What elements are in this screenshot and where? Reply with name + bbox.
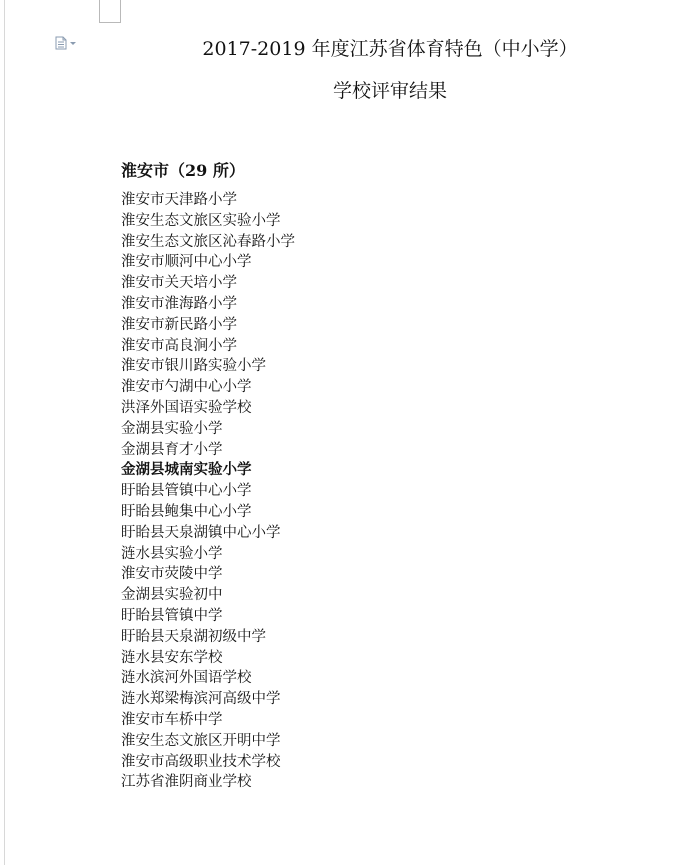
school-list-item: 涟水县安东学校: [121, 649, 223, 666]
school-list-item: 金湖县育才小学: [121, 441, 223, 458]
crop-mark: [120, 0, 121, 23]
school-list-item: 金湖县实验小学: [121, 420, 223, 437]
school-list-item: 淮安市高良涧小学: [121, 337, 237, 354]
school-list-item: 金湖县城南实验小学: [121, 462, 252, 479]
school-list-item: 淮安市银川路实验小学: [121, 358, 266, 375]
school-list-item: 淮安市天津路小学: [121, 192, 237, 208]
school-list-item: 淮安市新民路小学: [121, 316, 237, 333]
school-list-item: 盱眙县天泉湖镇中心小学: [121, 524, 281, 541]
school-list-item: 淮安生态文旅区实验小学: [121, 212, 281, 229]
school-list-item: 涟水滨河外国语学校: [121, 670, 252, 687]
school-list-item: 盱眙县鲍集中心小学: [121, 503, 252, 520]
school-list-item: 淮安市荧陵中学: [121, 566, 223, 583]
document-icon: [55, 36, 83, 50]
school-list-item: 涟水县实验小学: [121, 545, 223, 562]
section-heading: 淮安市（29 所）: [121, 161, 245, 180]
school-list-item: 淮安生态文旅区沁春路小学: [121, 233, 295, 250]
school-list-item: 江苏省淮阴商业学校: [121, 774, 252, 791]
school-list-item: 洪泽外国语实验学校: [121, 399, 252, 416]
document-options-button[interactable]: [55, 35, 83, 49]
school-list: [121, 190, 295, 793]
school-list-item: 淮安市高级职业技术学校: [121, 753, 281, 770]
document-title-line-1: 2017-2019 年度江苏省体育特色（中小学）: [202, 38, 578, 60]
school-list-item: 淮安市车桥中学: [121, 711, 223, 728]
school-list-item: 涟水郑梁梅滨河高级中学: [121, 691, 281, 708]
school-list-item: 金湖县实验初中: [121, 587, 223, 604]
school-list-item: 盱眙县天泉湖初级中学: [121, 628, 266, 645]
school-list-item: 淮安市勺湖中心小学: [121, 379, 252, 396]
school-list-item: 淮安市关天培小学: [121, 275, 237, 292]
crop-mark: [99, 0, 100, 22]
school-list-item: 淮安生态文旅区开明中学: [121, 732, 281, 749]
school-list-item: 淮安市淮海路小学: [121, 295, 237, 312]
school-list-item: 淮安市顺河中心小学: [121, 254, 252, 271]
school-list-item: 盱眙县管镇中心小学: [121, 483, 252, 500]
document-title-line-2: 学校评审结果: [332, 80, 447, 102]
chevron-down-icon: [70, 42, 76, 45]
school-list-item: 盱眙县管镇中学: [121, 607, 223, 624]
crop-mark: [99, 22, 121, 23]
page-left-edge: [4, 0, 5, 865]
